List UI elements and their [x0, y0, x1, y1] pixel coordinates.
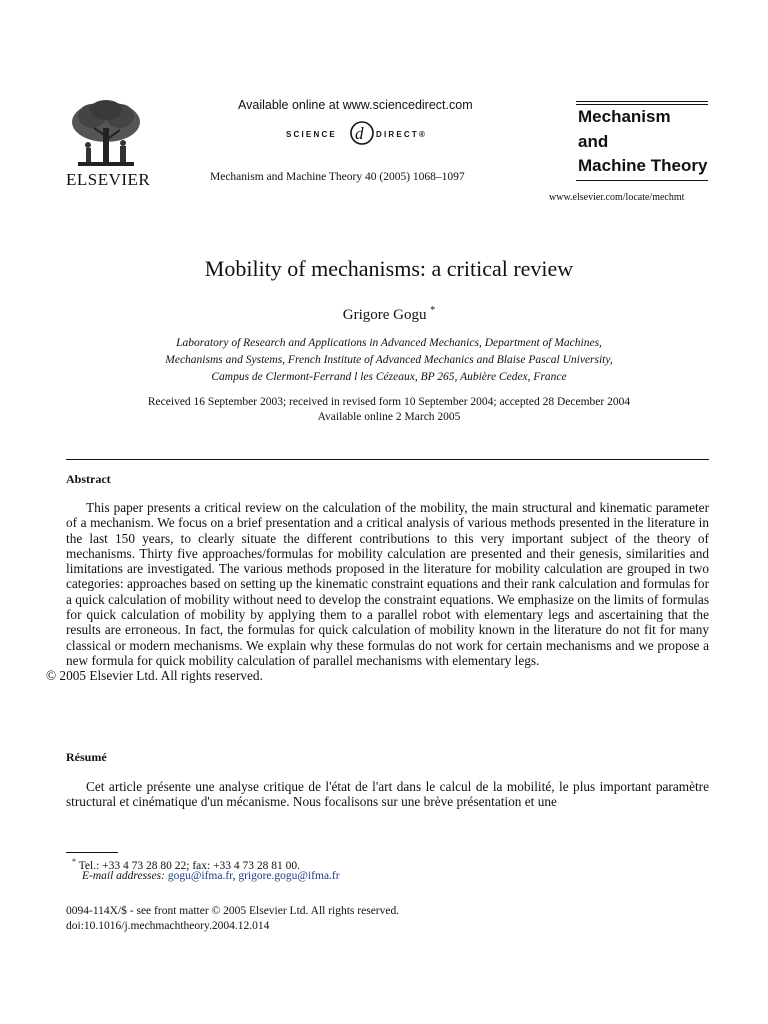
sciencedirect-logo: [286, 120, 466, 148]
affiliation-line2: Mechanisms and Systems, French Institute of Advanced Mechanics and Blaise Pascal University,: [165, 354, 613, 366]
affiliation-line1: Laboratory of Research and Applications in Advanced Mechanics, Department of Machines,: [176, 337, 602, 349]
email-label: E-mail addresses:: [82, 870, 165, 882]
journal-title-line2: and: [578, 131, 609, 151]
dates-available-online: Available online 2 March 2005: [317, 411, 461, 423]
abstract-heading: Abstract: [66, 472, 111, 486]
resume-body: Cet article présente une analyse critique de l'état de l'art dans le calcul de la mobilité, le plus important paramètre structural et cinématique d'un mécanisme. Nous focalisons sur une brève présentation et une: [66, 779, 709, 810]
footnote-phone-fax: Tel.: +33 4 73 28 80 22; fax: +33 4 73 28 81 00.: [78, 859, 301, 872]
journal-title-line3: Machine Theory: [578, 156, 708, 175]
journal-title-line1: Mechanism: [578, 107, 671, 126]
email-link-2[interactable]: grigore.gogu@ifma.fr: [238, 870, 340, 882]
abstract-paragraph: This paper presents a critical review on the calculation of the mobility, the main structural and kinematic parameter of a mechanism. We focus on a brief presentation and a critical analysis of various methods presented in the literature in the last 150 years, to clearly situate the different contributions to this very important subject of the theory of mechanisms. Thirty five approaches/formulas for mobility calculation are presented and their genesis, similarities and limitations are investigated. The various methods proposed in the literature for mobility calculation are grouped in two categories: approaches based on setting up the kinematic constraint equations and their rank calculation and formulas for a quick calculation of mobility without need to develop the constraint equations. We emphasize on the limits of formulas for quick calculation of mobility by applying them to a parallel robot with elementary legs and ascertaining that the results are erroneous. In fact, the formulas for quick calculation of mobility known in the literature do not fit for many classical or modern mechanisms. We explain why these formulas do not work for certain mechanisms and we propose a new formula for quick mobility calculation of parallel mechanisms with elementary legs.: [66, 500, 709, 668]
dates-received: Received 16 September 2003; received in revised form 10 September 2004; accepted 28 December 2004: [147, 396, 631, 408]
front-matter-copyright: 0094-114X/$ - see front matter © 2005 Elsevier Ltd. All rights reserved.: [66, 905, 400, 917]
email-link-1[interactable]: gogu@ifma.fr: [167, 870, 233, 882]
author-footnote-mark[interactable]: *: [430, 305, 436, 316]
journal-title-rule-bottom: [576, 180, 708, 181]
author-name[interactable]: Grigore Gogu: [342, 307, 427, 323]
footnote-emails: [82, 870, 340, 882]
publisher-name: ELSEVIER: [66, 170, 151, 189]
affiliation: [100, 335, 678, 386]
journal-reference: Mechanism and Machine Theory 40 (2005) 1068–1097: [210, 171, 465, 183]
abstract-copyright: © 2005 Elsevier Ltd. All rights reserved.: [46, 668, 263, 684]
journal-url[interactable]: www.elsevier.com/locate/mechmt: [549, 192, 685, 203]
affiliation-line3: Campus de Clermont-Ferrand l les Cézeaux, BP 265, Aubière Cedex, France: [211, 371, 567, 383]
author: [0, 305, 768, 324]
svg-text:d: d: [355, 124, 364, 143]
svg-text:SCIENCE: SCIENCE: [286, 130, 337, 139]
svg-text:DIRECT®: DIRECT®: [376, 130, 428, 139]
paper-title: Mobility of mechanisms: a critical review: [204, 256, 574, 281]
resume-heading: Résumé: [66, 750, 107, 764]
abstract-body: [46, 500, 709, 684]
available-online-text: Available online at www.sciencedirect.com: [238, 98, 473, 112]
footnote-rule: [66, 852, 118, 853]
journal-title-rule-top: [576, 101, 708, 102]
doi[interactable]: doi:10.1016/j.mechmachtheory.2004.12.014: [66, 920, 270, 932]
footnote-mark: *: [72, 857, 76, 866]
journal-title: [578, 105, 718, 179]
email-separator: ,: [232, 870, 236, 882]
article-dates: [80, 395, 698, 425]
section-divider: [66, 459, 709, 460]
